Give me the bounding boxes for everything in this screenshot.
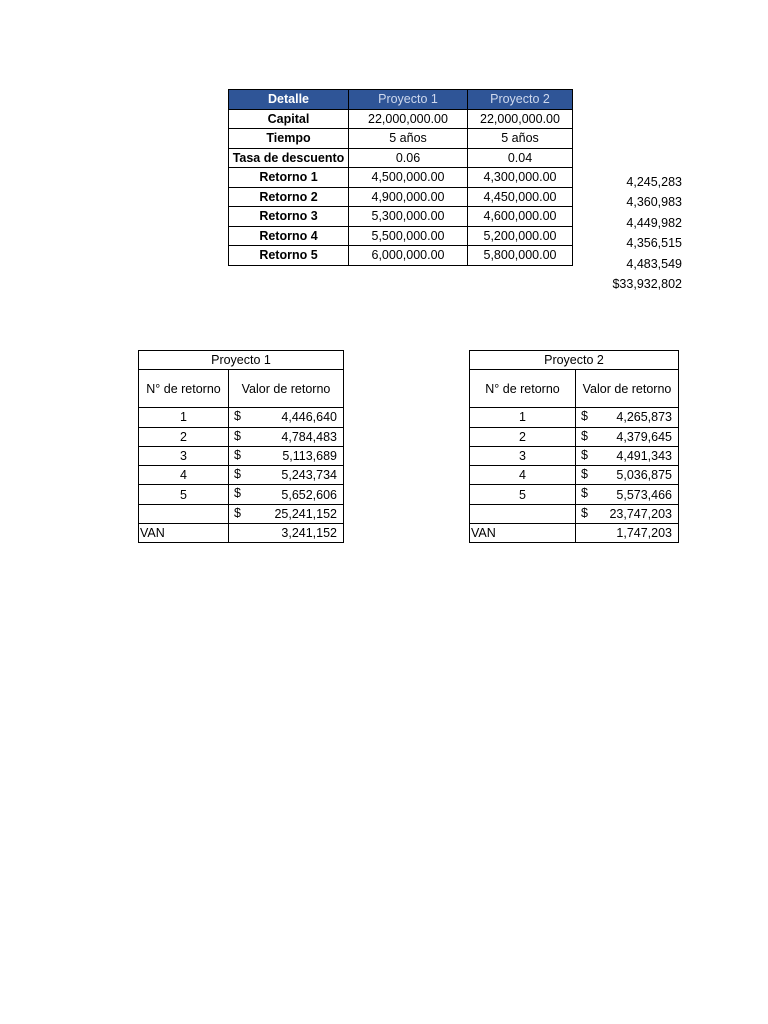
table-title-row [470, 351, 679, 370]
currency-symbol: $ [234, 447, 241, 462]
table-cell: 6,000,000.00 [349, 246, 468, 266]
amount: 4,265,873 [616, 410, 672, 425]
return-number: 3 [470, 446, 576, 465]
table-row [470, 408, 679, 427]
table-row [139, 485, 344, 504]
column-header: N° de retorno [470, 370, 576, 408]
row-label: Retorno 3 [229, 207, 349, 227]
return-value [576, 446, 679, 465]
empty-cell [139, 504, 229, 523]
table-header-row [470, 370, 679, 408]
proyecto-1-table [138, 350, 344, 543]
van-label: VAN [139, 524, 229, 543]
table-cell: 22,000,000.00 [349, 109, 468, 129]
side-value: 4,449,982 [626, 216, 682, 230]
amount: 4,491,343 [616, 449, 672, 464]
row-label: Retorno 5 [229, 246, 349, 266]
return-value [229, 485, 344, 504]
table-row [470, 427, 679, 446]
amount: 25,241,152 [274, 506, 337, 521]
table-header-row [139, 370, 344, 408]
total-value [576, 504, 679, 523]
table-title: Proyecto 2 [470, 351, 679, 370]
amount: 5,113,689 [282, 449, 337, 464]
side-total: $33,932,802 [612, 277, 682, 291]
column-header: Valor de retorno [576, 370, 679, 408]
return-value [229, 446, 344, 465]
total-row [139, 504, 344, 523]
table-row [470, 485, 679, 504]
table-cell: 0.06 [349, 148, 468, 168]
table-row [139, 466, 344, 485]
return-number: 5 [470, 485, 576, 504]
currency-symbol: $ [581, 467, 588, 482]
row-label: Tiempo [229, 129, 349, 149]
return-value [576, 466, 679, 485]
van-value: 1,747,203 [576, 524, 679, 543]
column-header: Proyecto 1 [349, 90, 468, 110]
return-value [229, 466, 344, 485]
table-cell: 5,200,000.00 [468, 226, 573, 246]
column-header: N° de retorno [139, 370, 229, 408]
proyecto-2-table [469, 350, 679, 543]
van-row [470, 524, 679, 543]
currency-symbol: $ [581, 409, 588, 424]
table-row [470, 466, 679, 485]
currency-symbol: $ [234, 505, 241, 520]
currency-symbol: $ [581, 447, 588, 462]
column-header: Proyecto 2 [468, 90, 573, 110]
amount: 23,747,203 [609, 506, 672, 521]
currency-symbol: $ [581, 428, 588, 443]
table-row [229, 226, 573, 246]
van-label: VAN [470, 524, 576, 543]
currency-symbol: $ [234, 467, 241, 482]
table-cell: 5 años [349, 129, 468, 149]
amount: 5,652,606 [281, 487, 337, 502]
table-header-row [229, 90, 573, 110]
currency-symbol: $ [581, 486, 588, 501]
return-number: 1 [139, 408, 229, 427]
table-row [229, 246, 573, 266]
table-cell: 0.04 [468, 148, 573, 168]
table-row [139, 427, 344, 446]
table-cell: 5 años [468, 129, 573, 149]
table-row [229, 148, 573, 168]
return-number: 3 [139, 446, 229, 465]
return-number: 1 [470, 408, 576, 427]
amount: 4,784,483 [281, 429, 337, 444]
currency-symbol: $ [234, 486, 241, 501]
empty-cell [470, 504, 576, 523]
table-row [229, 207, 573, 227]
amount: 4,379,645 [616, 429, 672, 444]
van-value: 3,241,152 [229, 524, 344, 543]
table-row [139, 408, 344, 427]
table-row [229, 109, 573, 129]
amount: 5,573,466 [616, 487, 672, 502]
total-value [229, 504, 344, 523]
table-row [229, 187, 573, 207]
return-number: 4 [139, 466, 229, 485]
table-row [229, 129, 573, 149]
return-value [576, 427, 679, 446]
table-row [470, 446, 679, 465]
row-label: Capital [229, 109, 349, 129]
van-row [139, 524, 344, 543]
table-cell: 5,800,000.00 [468, 246, 573, 266]
table-title: Proyecto 1 [139, 351, 344, 370]
return-value [229, 427, 344, 446]
table-cell: 22,000,000.00 [468, 109, 573, 129]
table-cell: 4,600,000.00 [468, 207, 573, 227]
side-value: 4,356,515 [626, 236, 682, 250]
row-label: Retorno 4 [229, 226, 349, 246]
column-header: Detalle [229, 90, 349, 110]
return-value [576, 485, 679, 504]
currency-symbol: $ [234, 409, 241, 424]
amount: 5,036,875 [616, 468, 672, 483]
side-value: 4,483,549 [626, 257, 682, 271]
table-cell: 4,500,000.00 [349, 168, 468, 188]
table-row [229, 168, 573, 188]
currency-symbol: $ [581, 505, 588, 520]
side-value: 4,360,983 [626, 195, 682, 209]
currency-symbol: $ [234, 428, 241, 443]
return-value [576, 408, 679, 427]
return-number: 2 [470, 427, 576, 446]
return-number: 4 [470, 466, 576, 485]
column-header: Valor de retorno [229, 370, 344, 408]
table-cell: 5,500,000.00 [349, 226, 468, 246]
table-cell: 5,300,000.00 [349, 207, 468, 227]
row-label: Retorno 1 [229, 168, 349, 188]
amount: 4,446,640 [281, 410, 337, 425]
return-number: 2 [139, 427, 229, 446]
table-row [139, 446, 344, 465]
row-label: Retorno 2 [229, 187, 349, 207]
side-value: 4,245,283 [626, 175, 682, 189]
return-number: 5 [139, 485, 229, 504]
table-cell: 4,450,000.00 [468, 187, 573, 207]
return-value [229, 408, 344, 427]
table-cell: 4,300,000.00 [468, 168, 573, 188]
amount: 5,243,734 [281, 468, 337, 483]
project-summary-table [228, 89, 573, 266]
row-label: Tasa de descuento [229, 148, 349, 168]
table-cell: 4,900,000.00 [349, 187, 468, 207]
total-row [470, 504, 679, 523]
table-title-row [139, 351, 344, 370]
